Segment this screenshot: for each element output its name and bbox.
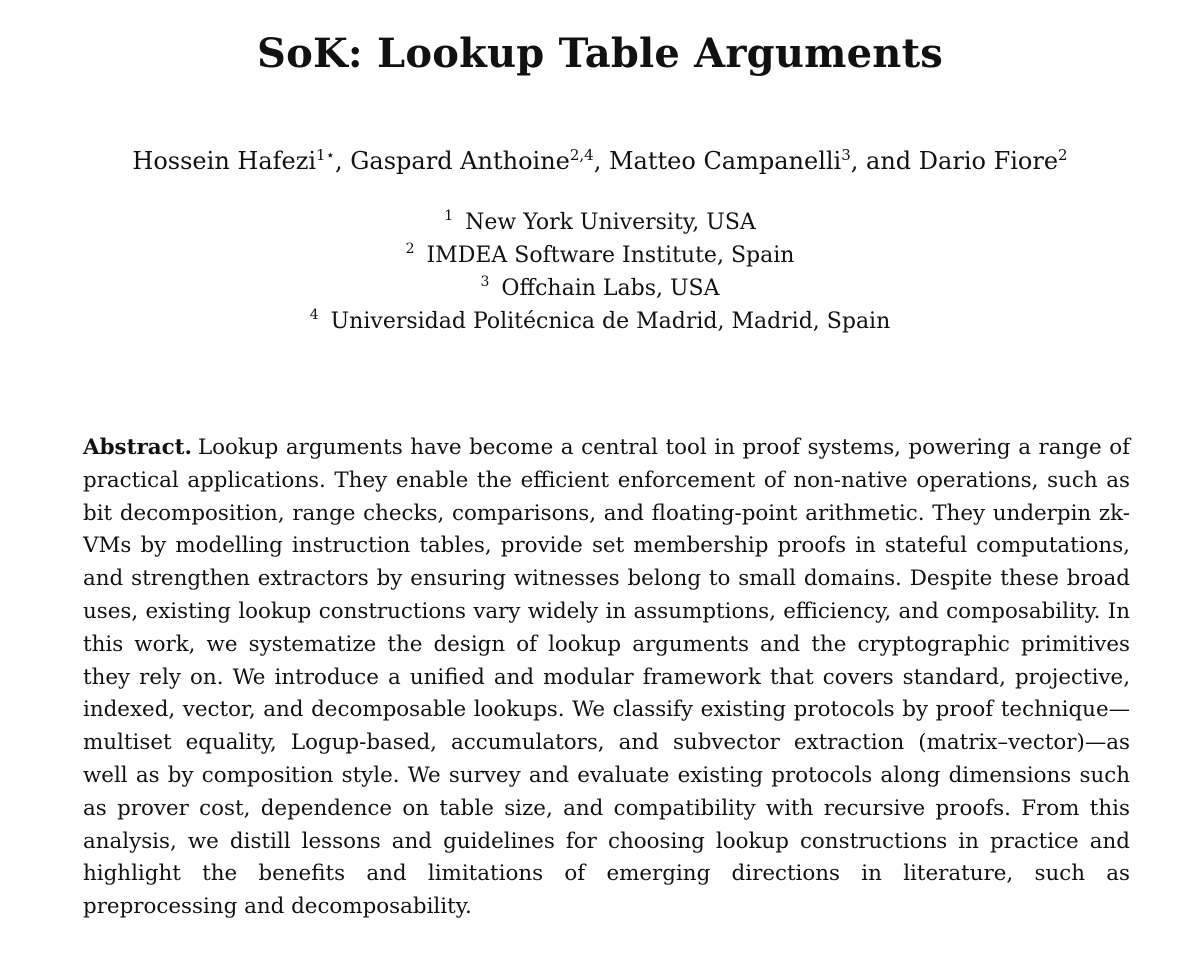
author-list (0, 147, 1200, 175)
affiliation-text: Offchain Labs, USA (501, 276, 720, 301)
affiliation-item (0, 309, 1200, 334)
abstract-section (83, 432, 1130, 924)
affiliation-text: New York University, USA (465, 210, 756, 235)
affiliation-item (0, 210, 1200, 235)
author-separator: , (593, 147, 609, 175)
author-affiliation-mark: 2 (1058, 146, 1068, 164)
author-affiliation-mark: 1⋆ (316, 146, 335, 164)
author-separator: , and (850, 147, 919, 175)
author (132, 147, 335, 175)
author (609, 147, 851, 175)
author-separator: , (334, 147, 351, 175)
affiliation-number: 4 (309, 307, 319, 323)
author (350, 147, 593, 175)
affiliation-number: 2 (405, 241, 415, 257)
affiliation-text: Universidad Politécnica de Madrid, Madrid, Spain (330, 309, 891, 334)
author (919, 147, 1068, 175)
affiliation-number: 1 (444, 208, 454, 224)
author-name: Hossein Hafezi (132, 147, 317, 175)
author-name: Matteo Campanelli (608, 147, 842, 175)
affiliation-number: 3 (480, 274, 490, 290)
abstract-text: Lookup arguments have become a central tool in proof systems, powering a range of practical applications. They enable the efficient enforcement of non-native operations, such as bit decomposition, range checks, comparisons, and floating-point arithmetic. They underpin zk-VMs by modelling instruction tables, provide set membership proofs in stateful computations, and strengthen extractors by ensuring witnesses belong to small domains. Despite these broad uses, existing lookup constructions vary widely in assumptions, efficiency, and composability. In this work, we systematize the design of lookup arguments and the cryptographic primitives they rely on. We introduce a unified and modular framework that covers standard, projective, indexed, vector, and decomposable lookups. We classify existing protocols by proof technique—multiset equality, Logup-based, accumulators, and subvector extraction (matrix–vector)—as well as by composition style. We survey and evaluate existing protocols along dimensions such as prover cost, dependence on table size, and compatibility with recursive proofs. From this analysis, we distill lessons and guidelines for choosing lookup constructions in practice and highlight the benefits and limitations of emerging directions in literature, such as preprocessing and decomposability. (83, 435, 1130, 920)
paper-title: SoK: Lookup Table Arguments (256, 30, 943, 77)
affiliation-item (0, 276, 1200, 301)
author-name: Dario Fiore (918, 147, 1059, 175)
abstract-label: Abstract. (83, 435, 192, 460)
affiliation-item (0, 243, 1200, 268)
author-affiliation-mark: 3 (841, 146, 851, 164)
author-name: Gaspard Anthoine (350, 147, 570, 175)
affiliation-text: IMDEA Software Institute, Spain (426, 243, 795, 268)
author-affiliation-mark: 2,4 (569, 146, 594, 164)
